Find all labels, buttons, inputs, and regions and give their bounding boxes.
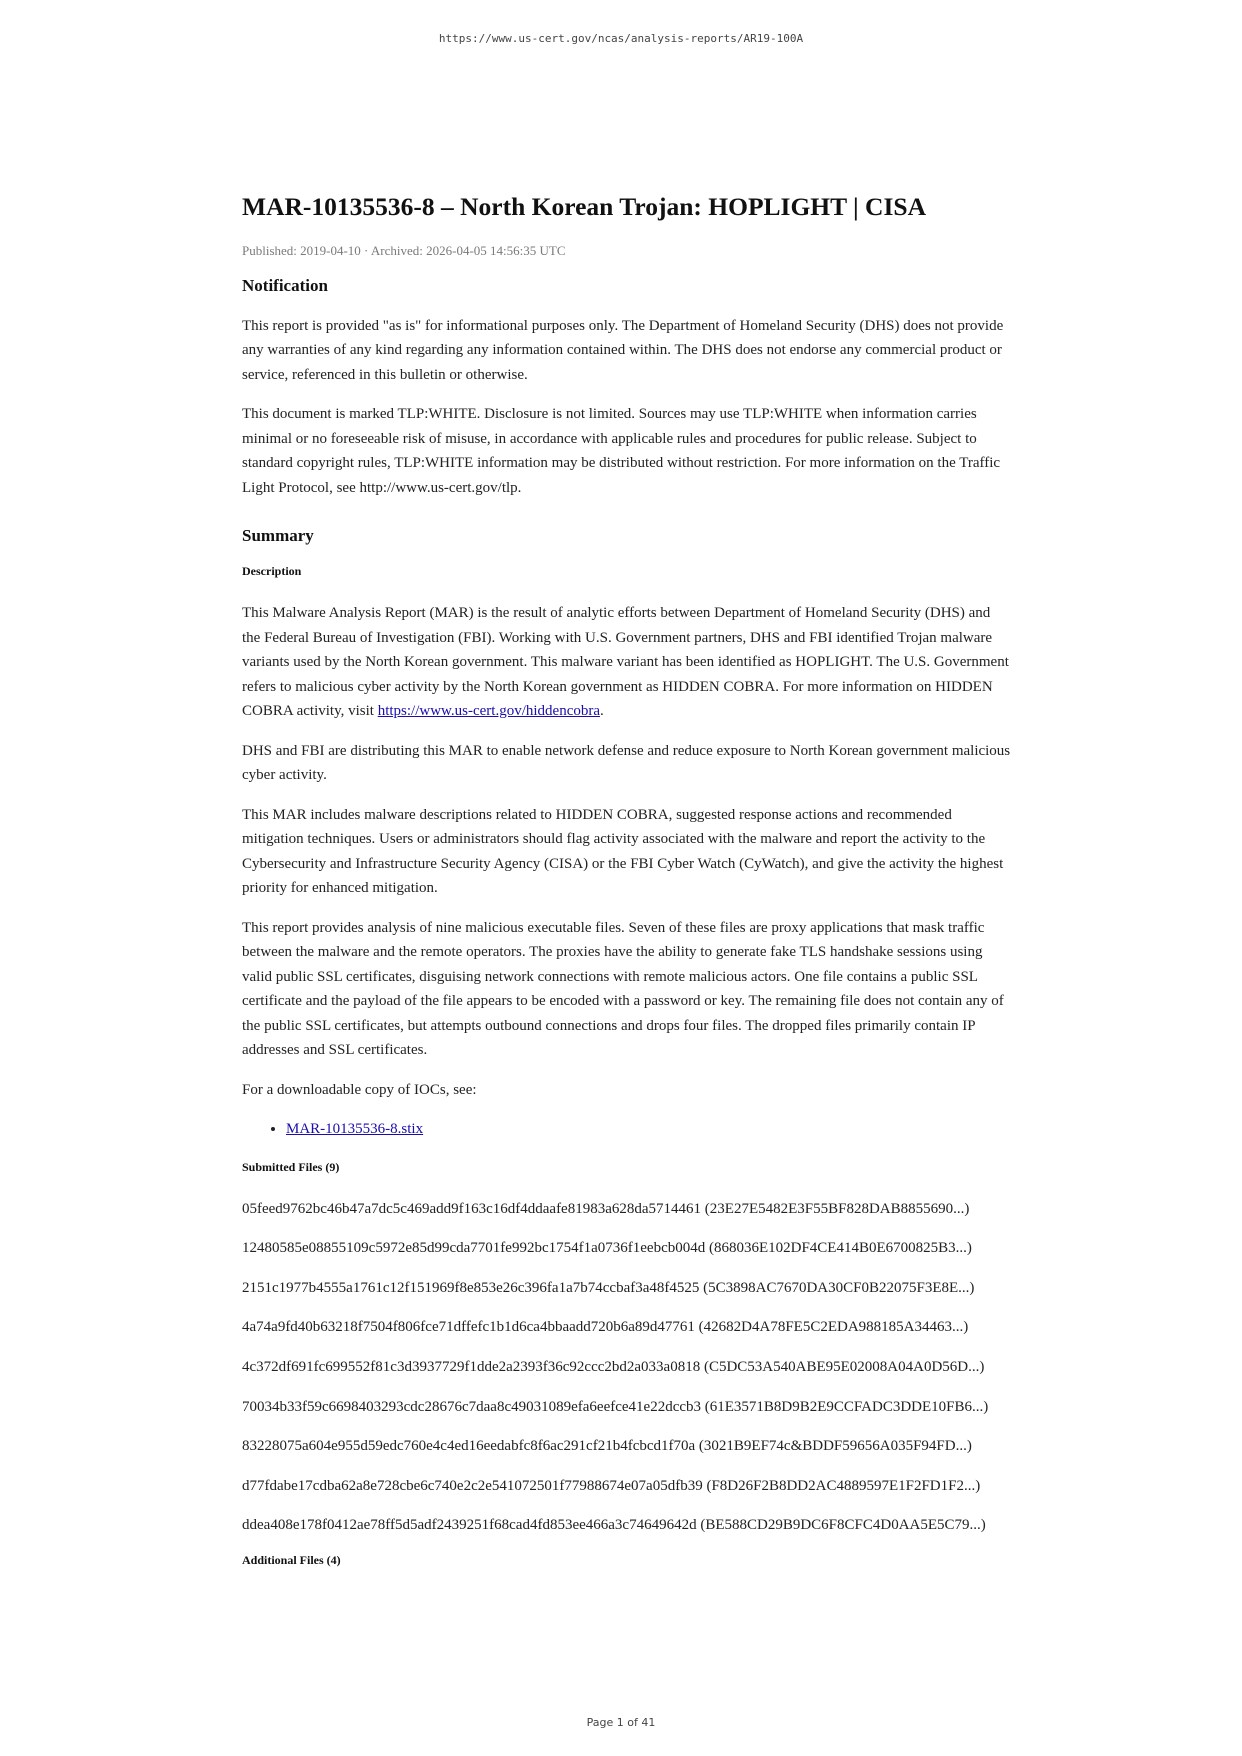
summary-paragraph: This MAR includes malware descriptions related to HIDDEN COBRA, suggested response actions and recommended mitigation techniques. Users or administrators should flag activity associated with the malware and report the activity to the Cybersecurity and Infrastructure Security Agency (CISA) or the FBI Cyber Watch (CyWatch), and give the activity the highest priority for enhanced mitigation. [242,806,1004,897]
description-heading: Description [242,564,302,579]
publication-meta: Published: 2019-04-10 · Archived: 2026-04-05 14:56:35 UTC [242,242,566,258]
additional-files-heading: Additional Files (4) [242,1552,341,1567]
file-entry: 12480585e08855109c5972e85d99cda7701fe992bc1754f1a0736f1eebcb004d (868036E102DF4CE414B0E6700825B3...) [242,1240,972,1257]
summary-paragraph: This report provides analysis of nine malicious executable files. Seven of these files are proxy applications that mask traffic between the malware and the remote operators. The proxies have the ability to generate fake TLS handshake sessions using valid public SSL certificates, disguising network connections with remote malicious actors. One file contains a public SSL certificate and the payload of the file appears to be encoded with a password or key. The remaining file does not contain any of the public SSL certificates, but attempts outbound connections and drops four files. The dropped files primarily contain IP addresses and SSL certificates. [242,919,1004,1059]
hidden-cobra-link[interactable]: https://www.us-cert.gov/hiddencobra [377,703,601,720]
page-title: MAR-10135536-8 – North Korean Trojan: HOPLIGHT | CISA [242,192,926,221]
list-item [286,1117,1012,1142]
ioc-intro: For a downloadable copy of IOCs, see: [242,1081,477,1098]
file-entry: 4c372df691fc699552f81c3d3937729f1dde2a2393f36c92ccc2bd2a033a0818 (C5DC53A540ABE95E02008A04A0D56D...) [242,1358,985,1375]
summary-paragraph-text: This Malware Analysis Report (MAR) is the result of analytic efforts between Department of Homeland Security (DHS) and the Federal Bureau of Investigation (FBI). Working with U.S. Government partners, DHS and FBI identified Trojan malware variants used by the North Korean government. This malware variant has been identified as HOPLIGHT. The U.S. Government refers to malicious cyber activity by the North Korean government as HIDDEN COBRA. For more information on HIDDEN COBRA activity, visit [242,605,1009,720]
page-url-header: https://www.us-cert.gov/ncas/analysis-reports/AR19-100A [438,32,804,45]
submitted-files-heading: Submitted Files (9) [242,1159,340,1174]
ioc-list [242,1117,1012,1142]
stix-download-link[interactable]: MAR-10135536-8.stix [286,1121,424,1138]
summary-paragraph: DHS and FBI are distributing this MAR to enable network defense and reduce exposure to North Korean government malicious cyber activity. [242,742,1011,784]
article [242,192,1012,1590]
file-entry: 70034b33f59c6698403293cdc28676c7daa8c49031089efa6eefce41e22dccb3 (61E3571B8D9B2E9CCFADC3DDE10FB6...) [242,1398,989,1415]
page-number: Page 1 of 41 [586,1716,656,1729]
file-entry: 2151c1977b4555a1761c12f151969f8e853e26c396fa1a7b74ccbaf3a48f4525 (5C3898AC7670DA30CF0B22075F3E8E...) [242,1279,975,1296]
submitted-files-list [242,1197,1012,1538]
notification-heading: Notification [242,275,328,295]
file-entry: ddea408e178f0412ae78ff5d5adf2439251f68cad4fd853ee466a3c74649642d (BE588CD29B9DC6F8CFC4D0AA5E5C79...) [242,1517,986,1534]
file-entry: d77fdabe17cdba62a8e728cbe6c740e2c2e541072501f77988674e07a05dfb39 (F8D26F2B8DD2AC4889597E1F2FD1F2...) [242,1477,981,1494]
file-entry: 83228075a604e955d59edc760e4c4ed16eedabfc8f6ac291cf21b4fcbcd1f70a (3021B9EF74c&BDDF59656A035F94FD...) [242,1438,972,1455]
file-entry: 05feed9762bc46b47a7dc5c469add9f163c16df4ddaafe81983a628da5714461 (23E27E5482E3F55BF828DAB8855690...) [242,1200,970,1217]
summary-paragraph-end: . [600,703,604,720]
file-entry: 4a74a9fd40b63218f7504f806fce71dffefc1b1d6ca4bbaadd720b6a89d47761 (42682D4A78FE5C2EDA988185A34463...) [242,1319,969,1336]
summary-heading: Summary [242,526,314,546]
notification-paragraph: This document is marked TLP:WHITE. Disclosure is not limited. Sources may use TLP:WHITE when information carries minimal or no foreseeable risk of misuse, in accordance with applicable rules and procedures for public release. Subject to standard copyright rules, TLP:WHITE information may be distributed without restriction. For more information on the Traffic Light Protocol, see http://www.us-cert.gov/tlp. [242,406,1001,496]
summary-paragraph [242,601,1012,724]
notification-paragraph: This report is provided "as is" for informational purposes only. The Department of Homeland Security (DHS) does not provide any warranties of any kind regarding any information contained within. The DHS does not endorse any commercial product or service, referenced in this bulletin or otherwise. [242,317,1004,383]
